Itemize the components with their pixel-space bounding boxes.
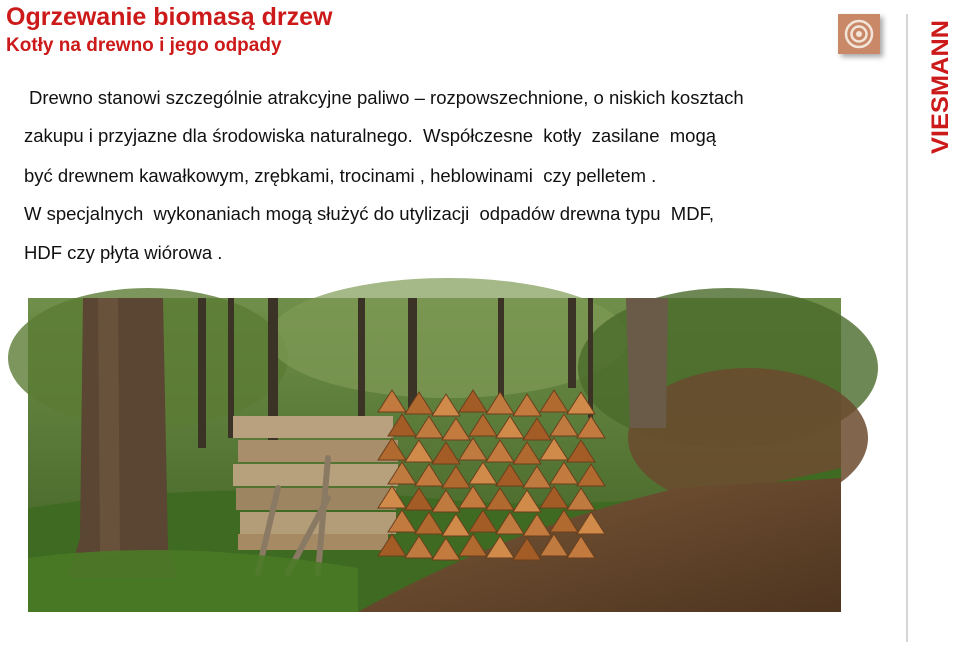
vertical-divider (906, 14, 908, 642)
page-subtitle: Kotły na drewno i jego odpady (6, 35, 282, 56)
paragraph-line-3: być drewnem kawałkowym, zrębkami, trocinami , heblowinami czy pelletem . (24, 165, 657, 186)
paragraph-line-2: zakupu i przyjazne dla środowiska naturalnego. Współczesne kotły zasilane mogą (24, 125, 717, 146)
firewood-photo (28, 298, 841, 612)
paragraph-line-5: HDF czy płyta wiórowa . (24, 242, 223, 263)
target-icon (838, 14, 880, 54)
paragraph-line-1: Drewno stanowi szczególnie atrakcyjne paliwo – rozpowszechnione, o niskich kosztach (29, 87, 744, 108)
svg-text:VIESMANN: VIESMANN (927, 27, 954, 154)
brand-logo (927, 16, 954, 156)
paragraph-line-4: W specjalnych wykonaniach mogą służyć do utylizacji odpadów drewna typu MDF, (24, 203, 714, 224)
body-paragraph (0, 0, 900, 290)
page-title: Ogrzewanie biomasą drzew (6, 3, 333, 31)
